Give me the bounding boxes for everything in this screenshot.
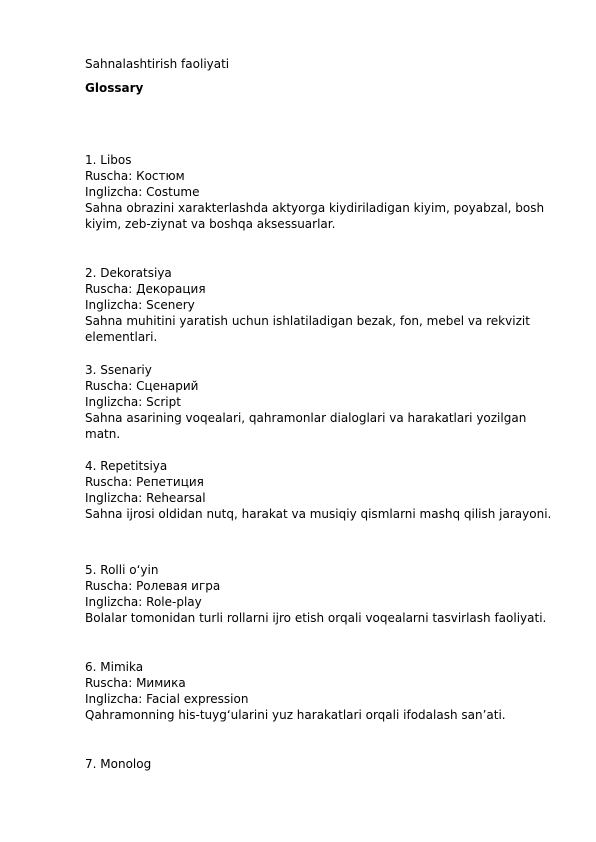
entry-russian: Ruscha: Репетиция [85,475,204,489]
entry-definition: Sahna asarining voqealari, qahramonlar dialoglari va harakatlari yozilgan matn. [85,411,527,441]
glossary-entry-repetitsiya [85,458,555,522]
glossary-entry-dekoratsiya [85,265,555,345]
entry-term: 1. Libos [85,153,132,167]
entry-english: Inglizcha: Script [85,395,181,409]
entry-russian: Ruscha: Декорация [85,282,206,296]
glossary-entry-libos [85,152,555,232]
glossary-heading: Glossary [85,81,144,95]
entry-russian: Ruscha: Сценарий [85,379,199,393]
entry-definition: Qahramonning his-tuyg‘ularini yuz harakatlari orqali ifodalash san’ati. [85,708,506,722]
document-title: Sahnalashtirish faoliyati [85,57,230,71]
entry-term: 2. Dekoratsiya [85,266,172,280]
entry-russian: Ruscha: Ролевая игра [85,579,221,593]
entry-definition: Sahna obrazini xarakterlashda aktyorga kiydiriladigan kiyim, poyabzal, bosh kiyim, zeb-ziynat va boshqa aksessuarlar. [85,201,545,231]
entry-term: 6. Mimika [85,660,144,674]
glossary-entry-ssenariy [85,362,555,442]
entry-term: 3. Ssenariy [85,363,152,377]
entry-definition: Sahna muhitini yaratish uchun ishlatiladigan bezak, fon, mebel va rekvizit elementlari. [85,314,530,344]
entry-english: Inglizcha: Role-play [85,595,202,609]
entry-term: 4. Repetitsiya [85,459,168,473]
entry-english: Inglizcha: Facial expression [85,692,249,706]
entry-english: Inglizcha: Costume [85,185,200,199]
glossary-entry-mimika [85,659,555,723]
entry-term: 7. Monolog [85,757,152,771]
entry-english: Inglizcha: Scenery [85,298,195,312]
entry-definition: Bolalar tomonidan turli rollarni ijro etish orqali voqealarni tasvirlash faoliyati. [85,611,547,625]
entry-russian: Ruscha: Костюм [85,169,185,183]
entry-term: 5. Rolli o‘yin [85,563,159,577]
glossary-entry-monolog [85,756,555,772]
entry-english: Inglizcha: Rehearsal [85,491,206,505]
entry-definition: Sahna ijrosi oldidan nutq, harakat va musiqiy qismlarni mashq qilish jarayoni. [85,507,552,521]
entry-russian: Ruscha: Мимика [85,676,186,690]
glossary-entry-rolli-oyin [85,562,555,626]
